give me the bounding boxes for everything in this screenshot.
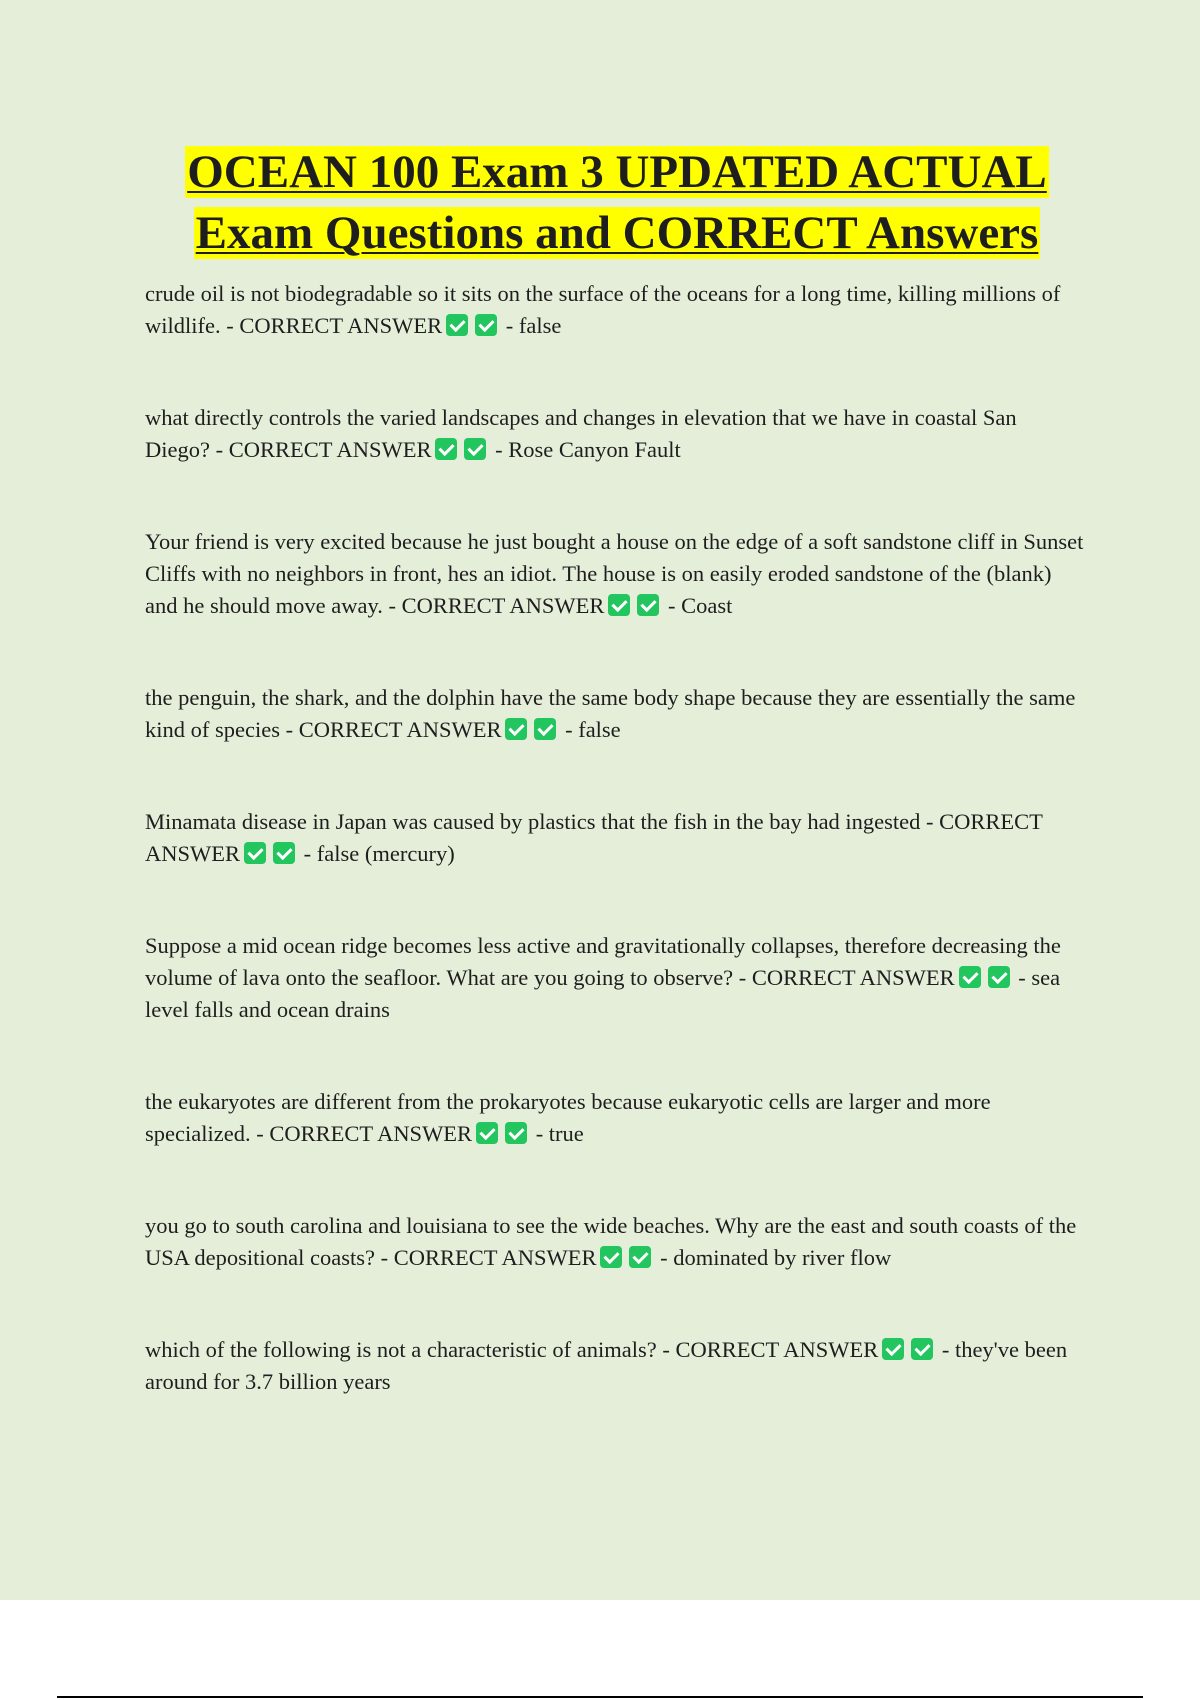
question-text: crude oil is not biodegradable so it sits on the surface of the oceans for a long time, killing millions of wildlife. <box>145 281 1061 338</box>
answer-text: - false (mercury) <box>298 841 455 866</box>
answer-text: - true <box>530 1121 584 1146</box>
correct-answer-label: - CORRECT ANSWER <box>285 717 502 742</box>
answer-text: - false <box>500 313 562 338</box>
qa-item-3 <box>145 526 1085 622</box>
title-line-2: Exam Questions and CORRECT Answers <box>195 207 1039 259</box>
check-icon <box>273 842 295 864</box>
check-icon <box>637 594 659 616</box>
answer-text: - Coast <box>662 593 733 618</box>
check-icon <box>464 438 486 460</box>
check-icon <box>475 314 497 336</box>
correct-answer-label: - CORRECT ANSWER <box>145 809 1043 866</box>
qa-item-6 <box>145 930 1085 1026</box>
footer-divider <box>57 1696 1143 1698</box>
question-text: Your friend is very excited because he just bought a house on the edge of a soft sandstone cliff in Sunset Cliffs with no neighbors in front, hes an idiot. The house is on easily eroded sandstone of the (blank) and he should move away. <box>145 529 1084 618</box>
qa-item-7 <box>145 1086 1085 1150</box>
qa-item-4 <box>145 682 1085 746</box>
qa-item-1 <box>145 278 1085 342</box>
qa-item-2 <box>145 402 1085 466</box>
question-text: Minamata disease in Japan was caused by plastics that the fish in the bay had ingested <box>145 809 921 834</box>
question-text: you go to south carolina and louisiana to see the wide beaches. Why are the east and south coasts of the USA depositional coasts? <box>145 1213 1077 1270</box>
answer-text: - false <box>559 717 621 742</box>
correct-answer-label: - CORRECT ANSWER <box>215 437 432 462</box>
correct-answer-label: - CORRECT ANSWER <box>380 1245 597 1270</box>
qa-item-8 <box>145 1210 1085 1274</box>
question-text: the eukaryotes are different from the prokaryotes because eukaryotic cells are larger and more specialized. <box>145 1089 991 1146</box>
answer-text: - Rose Canyon Fault <box>489 437 681 462</box>
page-title <box>0 142 1200 264</box>
qa-item-9 <box>145 1334 1085 1398</box>
question-text: Suppose a mid ocean ridge becomes less active and gravitationally collapses, therefore decreasing the volume of lava onto the seafloor. What are you going to observe? <box>145 933 1061 990</box>
correct-answer-label: - CORRECT ANSWER <box>738 965 955 990</box>
check-icon <box>446 314 468 336</box>
answer-text: - dominated by river flow <box>654 1245 892 1270</box>
correct-answer-label: - CORRECT ANSWER <box>226 313 443 338</box>
check-icon <box>505 718 527 740</box>
check-icon <box>988 966 1010 988</box>
qa-list <box>145 278 1085 1458</box>
check-icon <box>882 1338 904 1360</box>
check-icon <box>629 1246 651 1268</box>
question-text: which of the following is not a characteristic of animals? <box>145 1337 657 1362</box>
correct-answer-label: - CORRECT ANSWER <box>388 593 605 618</box>
check-icon <box>244 842 266 864</box>
correct-answer-label: - CORRECT ANSWER <box>662 1337 879 1362</box>
check-icon <box>505 1122 527 1144</box>
title-block <box>0 142 1200 264</box>
check-icon <box>476 1122 498 1144</box>
question-text: what directly controls the varied landscapes and changes in elevation that we have in coastal San Diego? <box>145 405 1017 462</box>
title-line-1: OCEAN 100 Exam 3 UPDATED ACTUAL <box>187 146 1047 198</box>
correct-answer-label: - CORRECT ANSWER <box>256 1121 473 1146</box>
check-icon <box>534 718 556 740</box>
answer-text: - sea level falls and ocean drains <box>145 965 1061 1022</box>
check-icon <box>435 438 457 460</box>
question-text: the penguin, the shark, and the dolphin have the same body shape because they are essentially the same kind of species <box>145 685 1076 742</box>
qa-item-5 <box>145 806 1085 870</box>
check-icon <box>600 1246 622 1268</box>
answer-text: - they've been around for 3.7 billion years <box>145 1337 1068 1394</box>
check-icon <box>959 966 981 988</box>
check-icon <box>608 594 630 616</box>
check-icon <box>911 1338 933 1360</box>
